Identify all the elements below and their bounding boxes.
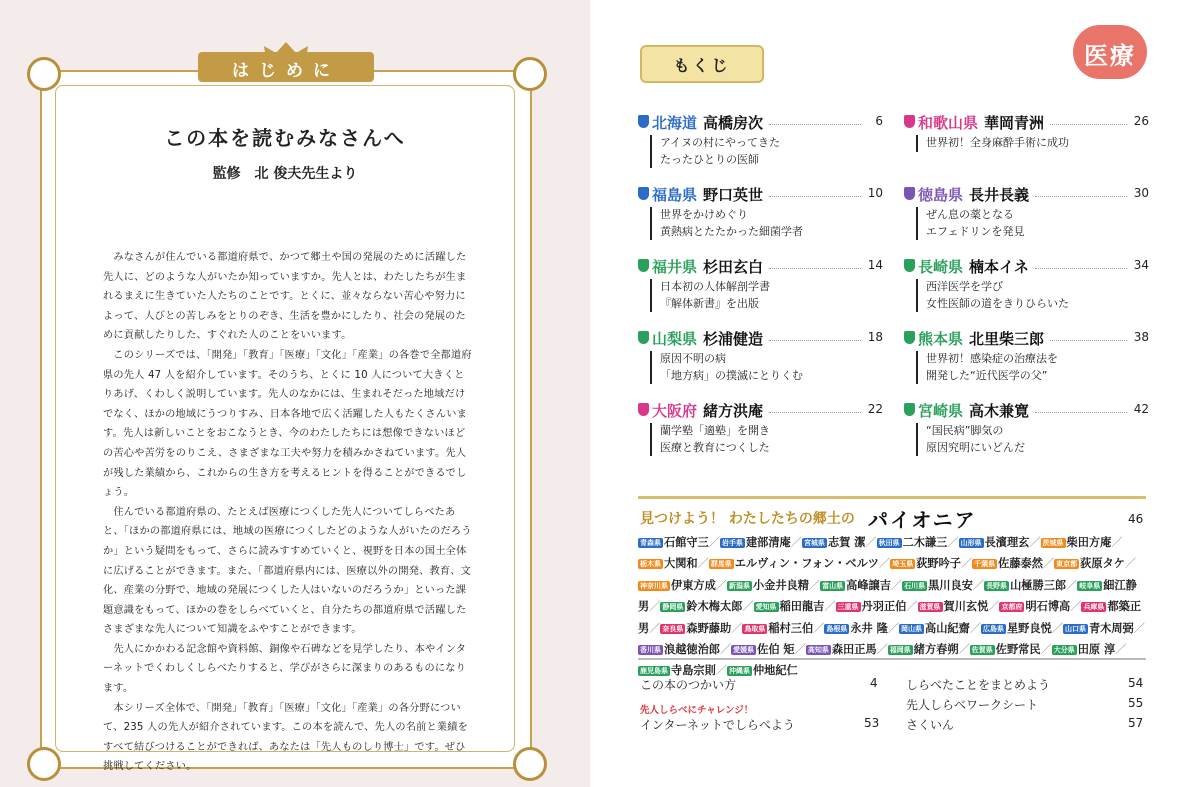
- pioneer-entry: [970, 643, 1041, 656]
- toc-entry-heading: [638, 112, 883, 132]
- pioneer-separator: ／: [887, 621, 900, 635]
- toc-entry-heading: [904, 184, 1149, 204]
- toc-entry-heading: [904, 112, 1149, 132]
- pioneer-separator: ／: [958, 643, 970, 657]
- toc-page-number: 18: [867, 330, 883, 344]
- toc-description-line: 『解体新書』を出版: [660, 296, 759, 310]
- toc-page-number: 42: [1133, 402, 1149, 416]
- pioneer-name: 荻原タケ: [1080, 557, 1125, 571]
- toc-prefecture: 北海道: [652, 114, 698, 132]
- toc-leader-dots: [769, 412, 861, 413]
- pioneer-separator: ／: [808, 578, 821, 592]
- pioneer-name: 明石博高: [1025, 600, 1071, 614]
- toc-person-name: 楠本イネ: [969, 258, 1029, 276]
- pioneer-name: 大関和: [664, 557, 698, 571]
- pioneer-separator: ／: [960, 557, 973, 571]
- toc-description: [916, 207, 1024, 240]
- pioneer-name: 石館守三: [664, 536, 709, 549]
- prefecture-shield-icon: [904, 259, 915, 272]
- pioneer-prefecture-tag: 香川県: [640, 646, 661, 655]
- pioneer-separator: ／: [794, 643, 806, 657]
- pioneer-prefecture-tag: 長野県: [986, 581, 1008, 590]
- pioneer-name: 稲村三伯: [768, 621, 814, 635]
- pioneer-divider: [638, 496, 1146, 499]
- toc-leader-dots: [1050, 124, 1127, 125]
- toc-entry-heading: [638, 184, 883, 204]
- toc-page-number: 6: [875, 114, 883, 128]
- pioneer-prefecture-tag: 富山県: [822, 581, 844, 590]
- intro-body: [103, 248, 473, 777]
- pioneer-entry: [984, 579, 1066, 592]
- pioneer-page-number: 46: [1128, 512, 1144, 526]
- toc-description-line: 開発した“近代医学の父”: [926, 368, 1048, 382]
- pioneer-prefecture-tag: 栃木県: [640, 560, 661, 569]
- intro-badge-label: はじめに: [232, 61, 340, 81]
- toc-page-number: 30: [1133, 186, 1149, 200]
- toc-entry[interactable]: [904, 112, 1149, 184]
- challenge-label: 先人しらべにチャレンジ！: [640, 705, 754, 716]
- frame-corner-ornament: [27, 57, 61, 91]
- toc-page-index: 57: [1128, 716, 1144, 730]
- pioneer-prefecture-tag: 大分県: [1053, 646, 1075, 655]
- toc-entry-heading: [638, 328, 883, 348]
- pioneer-prefecture-tag: 岐阜県: [1079, 581, 1101, 590]
- pioneer-prefecture-tag: 山口県: [1064, 624, 1086, 633]
- toc-person-name: 北里柴三郎: [969, 330, 1045, 348]
- toc-link-howto[interactable]: この本のつかい方: [640, 678, 737, 692]
- toc-description: [650, 423, 770, 456]
- pioneer-separator: ／: [649, 621, 661, 635]
- pioneer-prefecture-tag: 静岡県: [662, 603, 684, 612]
- toc-description-line: 日本初の人体解剖学書: [660, 280, 770, 293]
- pioneer-name: 二木謙三: [902, 536, 948, 549]
- pioneer-prefecture-tag: 沖縄県: [728, 667, 750, 676]
- toc-entry[interactable]: [638, 184, 883, 256]
- pioneer-entry: [877, 536, 948, 549]
- toc-leader-dots: [769, 268, 861, 269]
- pioneer-separator: ／: [708, 536, 720, 549]
- pioneer-separator: ／: [1111, 536, 1123, 549]
- pioneer-separator: ／: [890, 578, 903, 592]
- pioneer-prefecture-tag: 青森県: [640, 539, 661, 547]
- pioneer-entry: [754, 600, 825, 613]
- pioneer-separator: ／: [876, 643, 888, 657]
- toc-description-line: “国民病”脚気の: [926, 424, 1004, 437]
- pioneer-entry: [1054, 557, 1125, 570]
- toc-page-summary: 54: [1128, 676, 1144, 690]
- toc-tab: [640, 45, 764, 83]
- pioneer-name: 伊東方成: [671, 578, 716, 592]
- pioneer-name: 佐伯 矩: [757, 643, 795, 657]
- pioneer-entry: [638, 536, 709, 549]
- pioneer-prefecture-tag: 鹿児島県: [640, 667, 668, 676]
- toc-entry-heading: [638, 256, 883, 276]
- pioneer-entry: [638, 643, 720, 656]
- intro-subtitle: 監修 北 俊夫先生より: [212, 166, 358, 182]
- pioneer-name: 建部清庵: [745, 536, 791, 549]
- pioneer-name: 志賀 潔: [827, 536, 866, 549]
- toc-tab-label: もくじ: [673, 56, 731, 75]
- pioneer-name: 佐野常民: [995, 643, 1041, 657]
- toc-prefecture: 山梨県: [652, 330, 698, 348]
- pioneer-prefecture-tag: 佐賀県: [971, 646, 993, 655]
- prefecture-shield-icon: [904, 115, 915, 128]
- toc-description-line: 「地方病」の撲滅にとりくむ: [660, 368, 803, 382]
- pioneer-prefecture-tag: 茨城県: [1042, 539, 1064, 547]
- toc-link-internet[interactable]: インターネットでしらべよう: [640, 718, 795, 732]
- pioneer-name: 荻野吟子: [916, 557, 961, 571]
- pioneer-name: 山極勝三郎: [1010, 578, 1067, 592]
- pioneer-separator: ／: [879, 557, 891, 571]
- pioneer-prefecture-tag: 島根県: [826, 624, 848, 633]
- category-badge: [1073, 25, 1147, 79]
- toc-person-name: 華岡青洲: [984, 114, 1045, 132]
- pioneer-separator: ／: [1029, 536, 1041, 549]
- pioneer-separator: ／: [1051, 621, 1063, 635]
- toc-entry-heading: [904, 328, 1149, 348]
- pioneer-entry: [660, 600, 742, 613]
- pioneer-entry: [959, 536, 1030, 549]
- toc-prefecture: 和歌山県: [918, 114, 979, 132]
- pioneer-prefecture-tag: 宮城県: [803, 539, 825, 547]
- toc-page-howto: 4: [870, 676, 878, 690]
- toc-link-index[interactable]: さくいん: [906, 718, 955, 732]
- toc-person-name: 高木兼寛: [969, 402, 1030, 420]
- left-page: [0, 0, 590, 787]
- toc-page-internet: 53: [864, 716, 880, 730]
- pioneer-name: 青木周弼: [1088, 621, 1134, 635]
- pioneer-prefecture-tag: 高知県: [807, 646, 829, 655]
- pioneer-name: 星野良悦: [1006, 621, 1052, 635]
- pioneer-separator: ／: [865, 536, 877, 549]
- frame-corner-ornament: [513, 747, 547, 781]
- toc-description-line: 医療と教育につくした: [660, 440, 770, 454]
- toc-column-left: [638, 112, 883, 472]
- toc-person-name: 高橋房次: [703, 114, 764, 132]
- pioneer-separator: ／: [824, 600, 836, 614]
- intro-paragraph: みなさんが住んでいる都道府県で、かつて郷土や国の発展のために活躍した先人に、どのような人がいたか知っていますか。先人とは、わたしたちが生まれるまえに生きていた人たちのことです。とくに、並々ならない苦心や努力によって、人びとの苦しみをとりのぞき、生活を豊かにしたり、社会の発展のために貢献したりした、すぐれた人のことをいいます。: [103, 252, 467, 342]
- toc-person-name: 長井長義: [969, 186, 1030, 204]
- pioneer-separator: ／: [1070, 600, 1082, 614]
- pioneer-prefecture-tag: 群馬県: [710, 560, 732, 569]
- pioneer-name: 都築正男: [638, 600, 1142, 635]
- pioneer-heading-word: パイオニア: [868, 508, 977, 532]
- toc-description: [650, 135, 780, 168]
- frame-corner-ornament: [513, 57, 547, 91]
- toc-page-number: 38: [1133, 330, 1149, 344]
- pioneer-prefecture-tag: 愛知県: [755, 603, 777, 612]
- toc-description: [650, 279, 770, 312]
- toc-page-number: 14: [867, 258, 883, 272]
- pioneer-entry: [824, 622, 887, 635]
- pioneer-separator: ／: [1040, 643, 1052, 657]
- toc-leader-dots: [769, 124, 861, 125]
- pioneer-prefecture-tag: 石川県: [904, 581, 926, 590]
- intro-paragraph: 本シリーズ全体で、「開発」「教育」「医療」「文化」「産業」の各分野について、235 人の先人が紹介されています。この本を読んで、先人の名前と業績をすべて結びつけることができれば、あなたは「先人ものしり博士」です。ぜひ挑戦してください。: [103, 702, 469, 773]
- toc-description-line: ぜん息の薬となる: [926, 208, 1014, 221]
- pioneer-name: 仲地紀仁: [752, 664, 798, 678]
- intro-paragraph: 先人にかかわる記念館や資料館、銅像や石碑などを見学したり、本やインターネットでくわしくしらべたりすると、学びがさらに深まりのあるものになります。: [103, 643, 467, 695]
- pioneer-separator: ／: [1133, 621, 1145, 635]
- pioneer-separator: ／: [969, 621, 981, 635]
- pioneer-entry: [1063, 622, 1134, 635]
- pioneer-name: 寺島宗則: [671, 664, 716, 678]
- toc-leader-dots: [769, 196, 861, 197]
- toc-description-line: 蘭学塾「適塾」を開き: [660, 424, 770, 437]
- toc-description: [650, 351, 803, 384]
- toc-prefecture: 長崎県: [918, 258, 964, 276]
- pioneer-separator: ／: [715, 578, 727, 592]
- pioneer-entry: [999, 600, 1070, 613]
- toc-person-name: 杉田玄白: [703, 258, 764, 276]
- pioneer-name: 森野藤助: [686, 621, 732, 635]
- prefecture-shield-icon: [904, 331, 915, 344]
- pioneer-separator: ／: [972, 578, 985, 592]
- toc-description: [916, 351, 1058, 384]
- bottom-divider: [638, 658, 1146, 660]
- toc-leader-dots: [1035, 412, 1127, 413]
- toc-description-line: エフェドリンを発見: [926, 224, 1025, 238]
- toc-entry[interactable]: [904, 328, 1149, 400]
- pioneer-separator: ／: [988, 600, 1000, 614]
- pioneer-prefecture-tag: 山形県: [960, 539, 982, 547]
- toc-description: [650, 207, 803, 240]
- pioneer-separator: ／: [719, 643, 732, 657]
- pioneer-entry: [720, 536, 791, 549]
- toc-page-number: 10: [867, 186, 883, 200]
- pioneer-entry: [918, 600, 989, 613]
- intro-title: この本を読むみなさんへ: [164, 126, 406, 150]
- toc-entry[interactable]: [638, 328, 883, 400]
- toc-description: [916, 279, 1069, 312]
- toc-person-name: 杉浦健造: [703, 330, 764, 348]
- pioneer-prefecture-tag: 秋田県: [878, 539, 900, 547]
- toc-description-line: たったひとりの医師: [660, 152, 759, 166]
- pioneer-prefecture-tag: 東京都: [1056, 560, 1078, 569]
- toc-column-right: [904, 112, 1149, 472]
- pioneer-separator: ／: [649, 600, 661, 614]
- pioneer-name: 賀川玄悦: [943, 600, 989, 614]
- toc-description-line: 女性医師の道をきりひらいた: [926, 296, 1069, 310]
- toc-prefecture: 福井県: [652, 258, 698, 276]
- toc-description-line: 原因不明の病: [660, 352, 726, 365]
- pioneer-entry: [802, 536, 865, 549]
- pioneer-name: 高山紀齋: [925, 621, 970, 635]
- pioneer-separator: ／: [906, 600, 918, 614]
- toc-description-line: 世界初！全身麻酔手術に成功: [926, 136, 1069, 149]
- toc-entry-heading: [904, 400, 1149, 420]
- pioneer-separator: ／: [1042, 557, 1055, 571]
- pioneer-prefecture-tag: 滋賀県: [919, 603, 941, 612]
- toc-description-line: 世界初！感染症の治療法を: [926, 352, 1058, 365]
- pioneer-name: 森田正馬: [831, 643, 877, 657]
- pioneer-prefecture-tag: 福岡県: [889, 646, 911, 655]
- pioneer-prefecture-tag: 埼玉県: [892, 560, 914, 569]
- pioneer-separator: ／: [1124, 557, 1137, 571]
- toc-description-line: 世界をかけめぐり: [660, 208, 748, 221]
- pioneer-name: 稲田龍吉: [779, 600, 825, 614]
- toc-description: [916, 135, 1069, 152]
- pioneer-entry: [899, 622, 970, 635]
- prefecture-shield-icon: [638, 115, 649, 128]
- toc-description-line: 黄熱病とたたかった細菌学者: [660, 224, 803, 238]
- intro-paragraph: このシリーズでは、「開発」「教育」「医療」「文化」「産業」の各巻で全都道府県の先人 47 人を紹介しています。そのうち、とくに 10 人について大きくとりあげ、くわしく説明しています。先人のなかには、生まれそだった地域だけでなく、ほかの地域にうつりすみ、日本各地で広く活躍した人もたくさんいます。先人は新しいことをおこなうとき、今のわたしたちには想像できないほどの苦心や苦労をのりこえ、さまざまな工夫や努力を積みかさねています。先人が残した業績から、これからの生き方を考えるヒントを得ることができるでしょう。: [103, 349, 472, 499]
- pioneer-entry: [727, 664, 798, 677]
- toc-page-number: 34: [1133, 258, 1149, 272]
- pioneer-entry: [1041, 536, 1112, 549]
- toc-prefecture: 大阪府: [652, 402, 698, 420]
- pioneer-name: 鈴木梅太郎: [686, 600, 743, 614]
- pioneer-name: 細江静男: [638, 578, 1137, 614]
- toc-link-summary[interactable]: しらべたことをまとめよう: [906, 678, 1051, 692]
- pioneer-name: 柴田方庵: [1066, 536, 1112, 549]
- pioneer-prefecture-tag: 神奈川県: [640, 581, 668, 590]
- pioneer-name: 長濱理玄: [984, 536, 1030, 549]
- prefecture-shield-icon: [638, 187, 649, 200]
- toc-entry[interactable]: [904, 184, 1149, 256]
- pioneer-separator: ／: [947, 536, 959, 549]
- pioneer-separator: ／: [813, 621, 825, 635]
- toc-description-line: 原因究明にいどんだ: [926, 440, 1025, 454]
- pioneer-name: エルヴィン・フォン・ベルツ: [734, 557, 879, 571]
- pioneer-entry: [836, 600, 907, 613]
- pioneer-separator: ／: [790, 536, 802, 549]
- toc-page-worksheet: 55: [1128, 696, 1144, 710]
- toc-person-name: 緒方洪庵: [703, 402, 764, 420]
- intro-paragraph: 住んでいる都道府県の、たとえば医療につくした先人についてしらべたあと、「ほかの都道府県には、地域の医療につくしたどのような人がいたのだろうか」という疑問をもって、さらに読みすすめていくと、視野を日本の国土全体に広げることができます。また、「都道府県内には、医療以外の開発、教育、文化、産業の分野で、地域の発展につくした人はいないのだろうか」といった課題意識をもって、ほかの巻をしらべていくと、自分たちの都道府県で活躍したさまざまな先人について知識をふやすことができます。: [103, 506, 472, 636]
- pioneer-entry: [890, 557, 961, 570]
- pioneer-name: 永井 隆: [850, 621, 888, 635]
- pioneer-entry: [981, 622, 1052, 635]
- pioneer-separator: ／: [697, 557, 709, 571]
- pioneer-prefecture-tag: 岩手県: [721, 539, 743, 547]
- pioneer-prefecture-tag: 岡山県: [901, 624, 923, 633]
- pioneer-separator: ／: [715, 664, 727, 678]
- pioneer-heading: 見つけよう！ わたしたちの郷土の: [640, 511, 855, 527]
- pioneer-entry: [888, 643, 959, 656]
- pioneer-name: 小金井良精: [752, 578, 809, 592]
- pioneer-name: 田原 淳: [1077, 643, 1116, 657]
- toc-description-line: 西洋医学を学び: [926, 280, 1003, 293]
- frame-corner-ornament: [27, 747, 61, 781]
- toc-entry-heading: [904, 256, 1149, 276]
- toc-leader-dots: [1035, 268, 1127, 269]
- pioneer-separator: ／: [731, 621, 743, 635]
- toc-description-line: アイヌの村にやってきた: [660, 136, 781, 149]
- pioneer-prefecture-tag: 新潟県: [728, 581, 750, 590]
- prefecture-shield-icon: [638, 331, 649, 344]
- pioneer-name: 黒川良安: [928, 578, 973, 592]
- toc-prefecture: 宮崎県: [918, 402, 964, 420]
- prefecture-shield-icon: [904, 403, 915, 416]
- pioneer-entry: [806, 643, 877, 656]
- pioneer-entry: [742, 622, 813, 635]
- toc-entry[interactable]: [904, 256, 1149, 328]
- toc-entry-heading: [638, 400, 883, 420]
- pioneer-separator: ／: [742, 600, 754, 614]
- pioneer-prefecture-tag: 千葉県: [974, 560, 996, 569]
- toc-entry[interactable]: [638, 256, 883, 328]
- pioneer-entry: [638, 579, 716, 592]
- toc-entry[interactable]: [904, 400, 1149, 472]
- toc-entry[interactable]: [638, 400, 883, 472]
- pioneer-prefecture-tag: 鳥取県: [744, 624, 766, 633]
- pioneer-prefecture-tag: 愛媛県: [733, 646, 755, 655]
- toc-prefecture: 徳島県: [918, 186, 964, 204]
- pioneer-entry: [820, 579, 891, 592]
- pioneer-entry: [638, 557, 698, 570]
- intro-badge: [198, 52, 374, 82]
- pioneer-prefecture-tag: 京都府: [1001, 603, 1023, 612]
- pioneer-entry: [660, 622, 731, 635]
- toc-page-number: 22: [867, 402, 883, 416]
- toc-prefecture: 熊本県: [918, 330, 964, 348]
- toc-description: [916, 423, 1025, 456]
- pioneer-name: 高峰譲吉: [846, 578, 891, 592]
- pioneer-separator: ／: [1066, 578, 1078, 592]
- toc-leader-dots: [1050, 340, 1127, 341]
- prefecture-shield-icon: [638, 403, 649, 416]
- pioneer-prefecture-tag: 奈良県: [662, 624, 684, 633]
- pioneer-entry: [972, 557, 1043, 570]
- pioneer-prefecture-tag: 兵庫県: [1083, 603, 1105, 612]
- pioneer-entry: [727, 579, 809, 592]
- pioneer-entry: [709, 557, 879, 570]
- pioneer-name: 緒方春朔: [913, 643, 959, 657]
- toc-page-number: 26: [1133, 114, 1149, 128]
- pioneer-entry: [902, 579, 973, 592]
- toc-leader-dots: [1035, 196, 1127, 197]
- pioneer-prefecture-tag: 三重県: [837, 603, 859, 612]
- toc-link-worksheet[interactable]: 先人しらべワークシート: [906, 698, 1039, 712]
- toc-entry[interactable]: [638, 112, 883, 184]
- pioneer-entry: [731, 643, 794, 656]
- pioneer-name: 丹羽正伯: [861, 600, 907, 614]
- pioneer-name: 佐藤泰然: [998, 557, 1043, 571]
- pioneer-name: 浪越徳治郎: [664, 643, 720, 657]
- toc-person-name: 野口英世: [703, 186, 764, 204]
- category-badge-label: 医療: [1084, 42, 1136, 70]
- toc-leader-dots: [769, 340, 861, 341]
- toc-prefecture: 福島県: [652, 186, 698, 204]
- pioneer-prefecture-tag: 広島県: [982, 624, 1004, 633]
- pioneer-entry: [1052, 643, 1115, 656]
- prefecture-shield-icon: [904, 187, 915, 200]
- pioneer-separator: ／: [1115, 643, 1127, 657]
- prefecture-shield-icon: [638, 259, 649, 272]
